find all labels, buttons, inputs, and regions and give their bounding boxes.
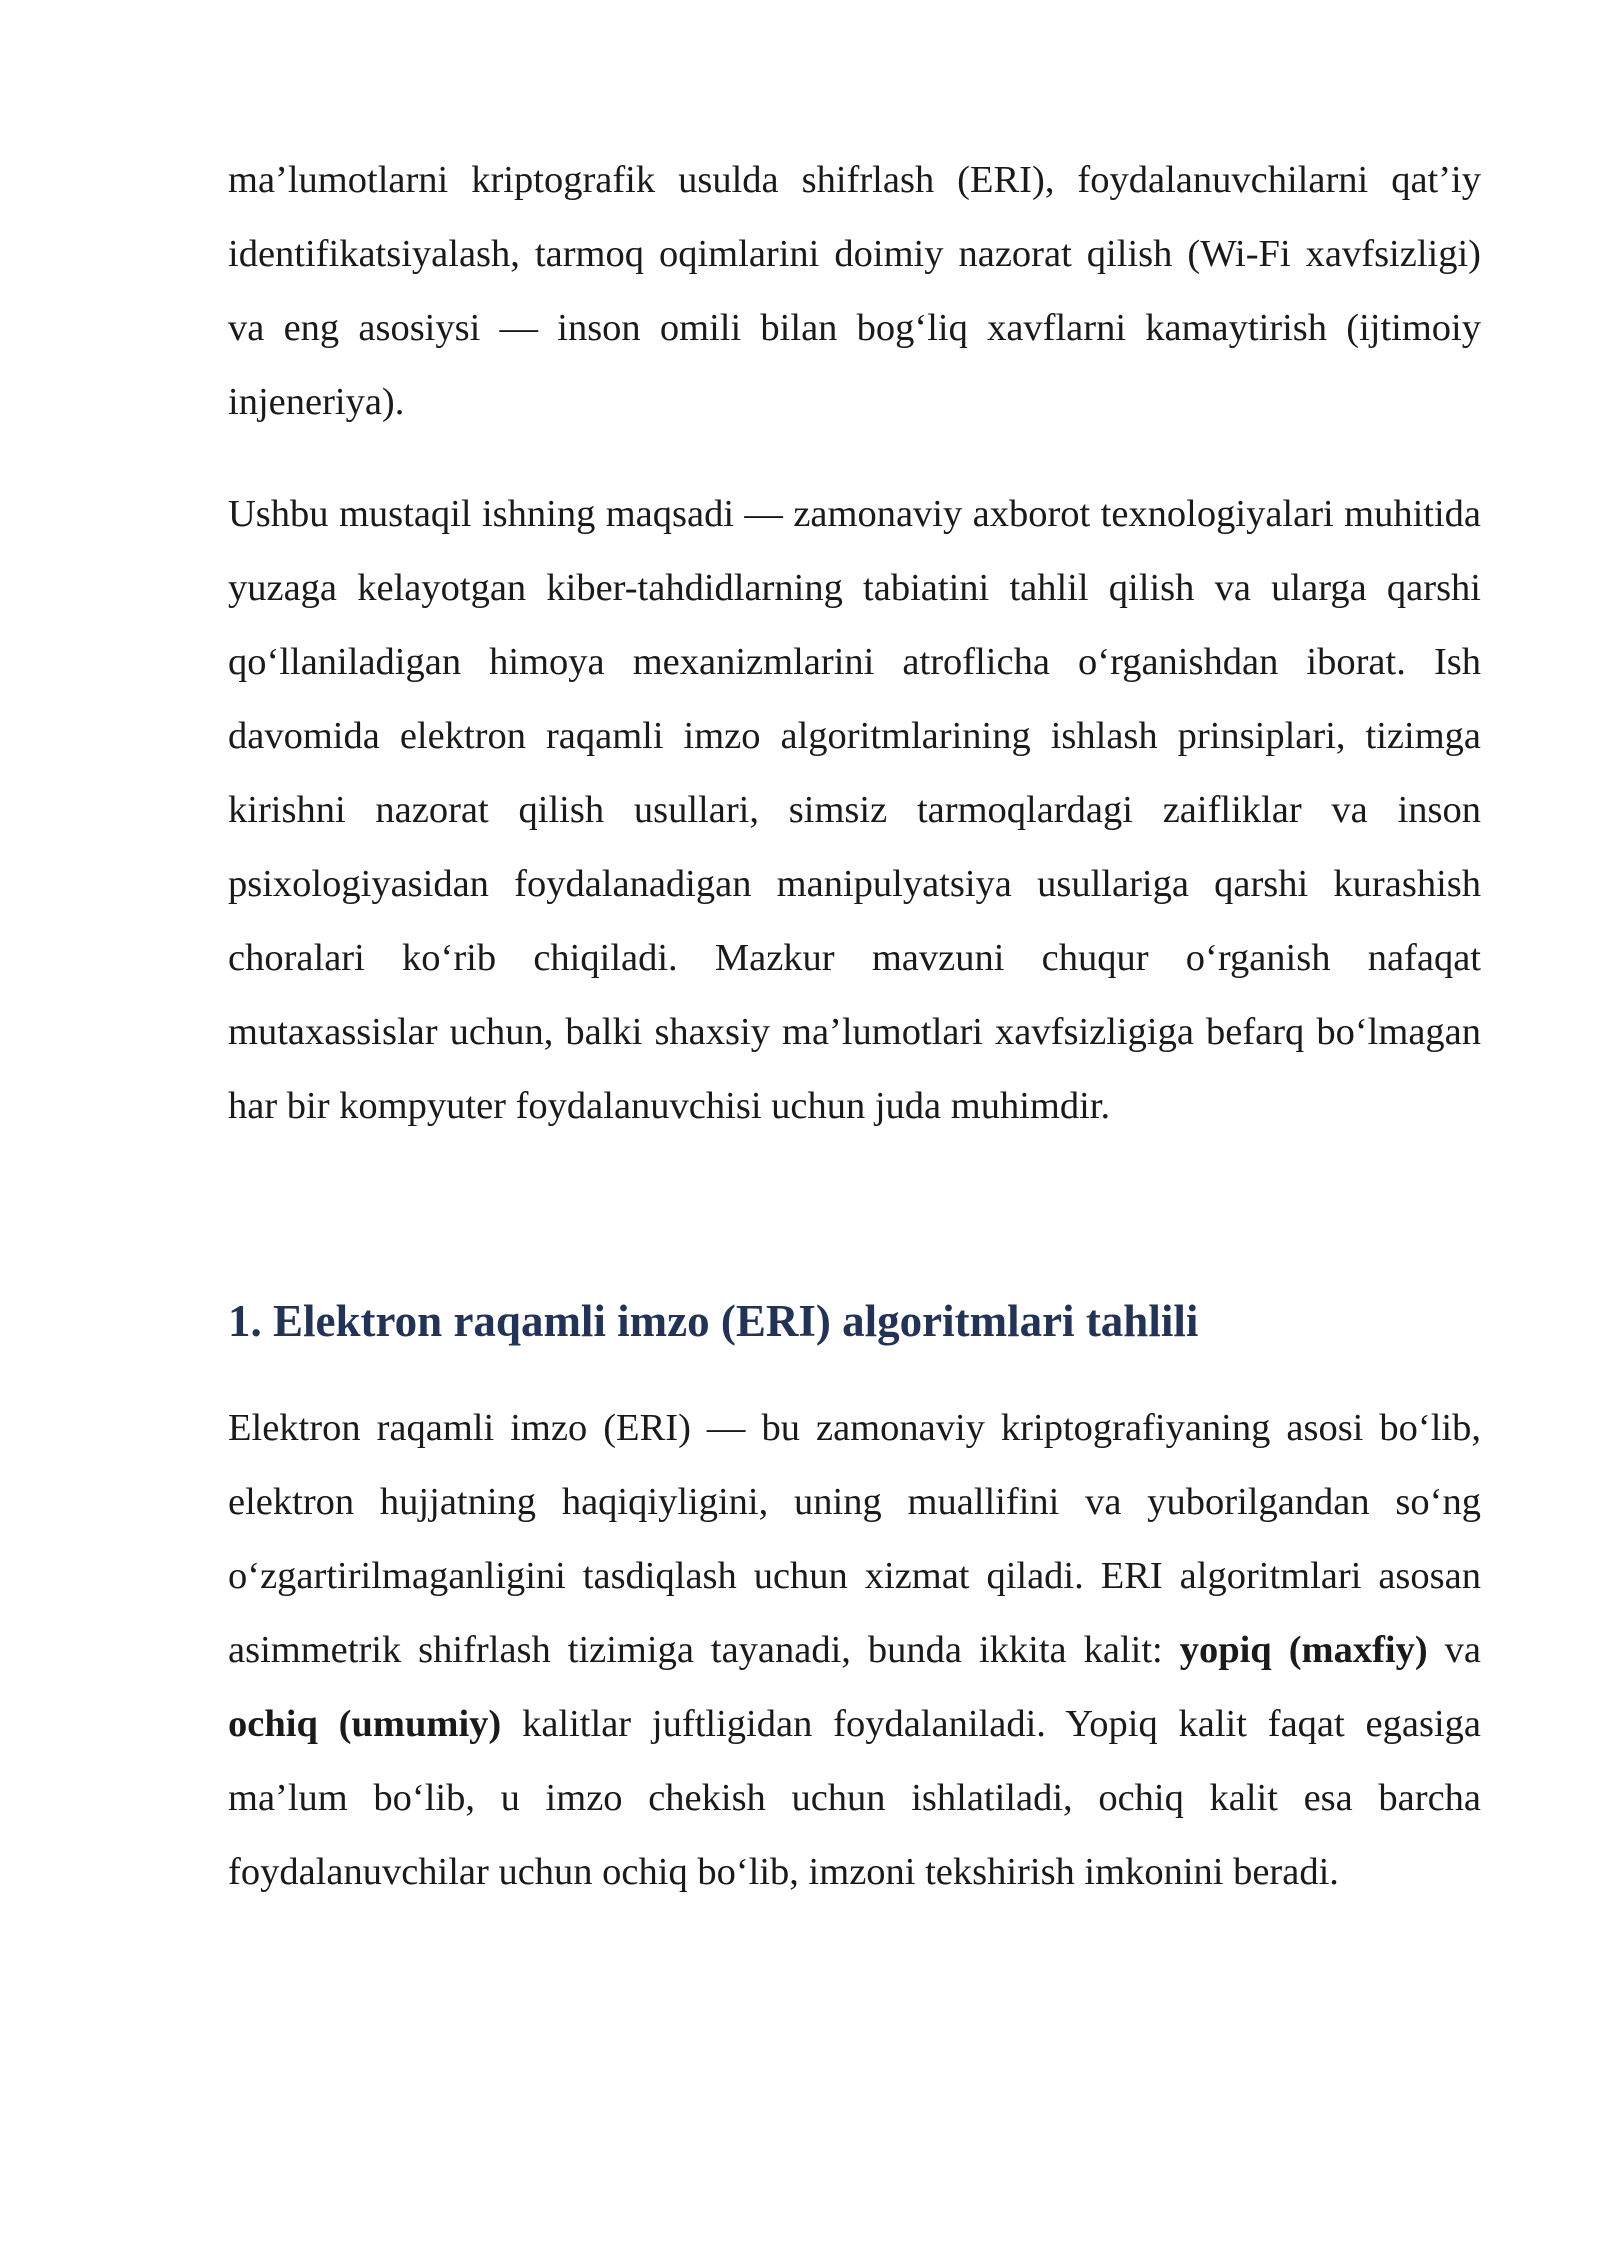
paragraph-purpose: Ushbu mustaqil ishning maqsadi — zamonaviy axborot texnologiyalari muhitida yuzaga kelayotgan kiber-tahdidlarning tabiatini tahlil qilish va ularga qarshi qo‘llaniladigan himoya mexanizmlarini atroflicha o‘rganishdan iborat. Ish davomida elektron raqamli imzo algoritmlarining ishlash prinsiplari, tizimga kirishni nazorat qilish usullari, simsiz tarmoqlardagi zaifliklar va inson psixologiyasidan foydalanadigan manipulyatsiya usullariga qarshi kurashish choralari ko‘rib chiqiladi. Mazkur mavzuni chuqur o‘rganish nafaqat mutaxassislar uchun, balki shaxsiy ma’lumotlari xavfsizligiga befarq bo‘lmagan har bir kompyuter foydalanuvchisi uchun juda muhimdir.	[228, 493, 1481, 1127]
bold-term-public-key: ochiq (umumiy)	[228, 1703, 502, 1745]
paragraph-eri-description	[228, 1391, 1481, 1909]
paragraph-intro-continuation: ma’lumotlarni kriptografik usulda shifrlash (ERI), foydalanuvchilarni qat’iy identifikatsiyalash, tarmoq oqimlarini doimiy nazorat qilish (Wi-Fi xavfsizligi) va eng asosiysi — inson omili bilan bog‘liq xavflarni kamaytirish (ijtimoiy injeneriya).	[228, 159, 1481, 423]
text-run: Elektron raqamli imzo (ERI) — bu zamonaviy kriptografiyaning asosi bo‘lib, elektron hujjatning haqiqiyligini, uning muallifini va yuborilgandan so‘ng o‘zgartirilmaganligini tasdiqlash uchun xizmat qiladi. ERI algoritmlari asosan asimmetrik shifrlash tizimiga tayanadi, bunda ikkita kalit:	[228, 1407, 1481, 1671]
document-page	[228, 143, 1481, 1909]
text-run: kalitlar juftligidan foydalaniladi. Yopiq kalit faqat egasiga ma’lum bo‘lib, u imzo chekish uchun ishlatiladi, ochiq kalit esa barcha foydalanuvchilar uchun ochiq bo‘lib, imzoni tekshirish imkonini beradi.	[228, 1703, 1481, 1893]
bold-term-private-key: yopiq (maxfiy)	[1179, 1629, 1428, 1671]
text-run: va	[1427, 1629, 1481, 1671]
section-heading-eri: 1. Elektron raqamli imzo (ERI) algoritmlari tahlili	[228, 1296, 1199, 1346]
